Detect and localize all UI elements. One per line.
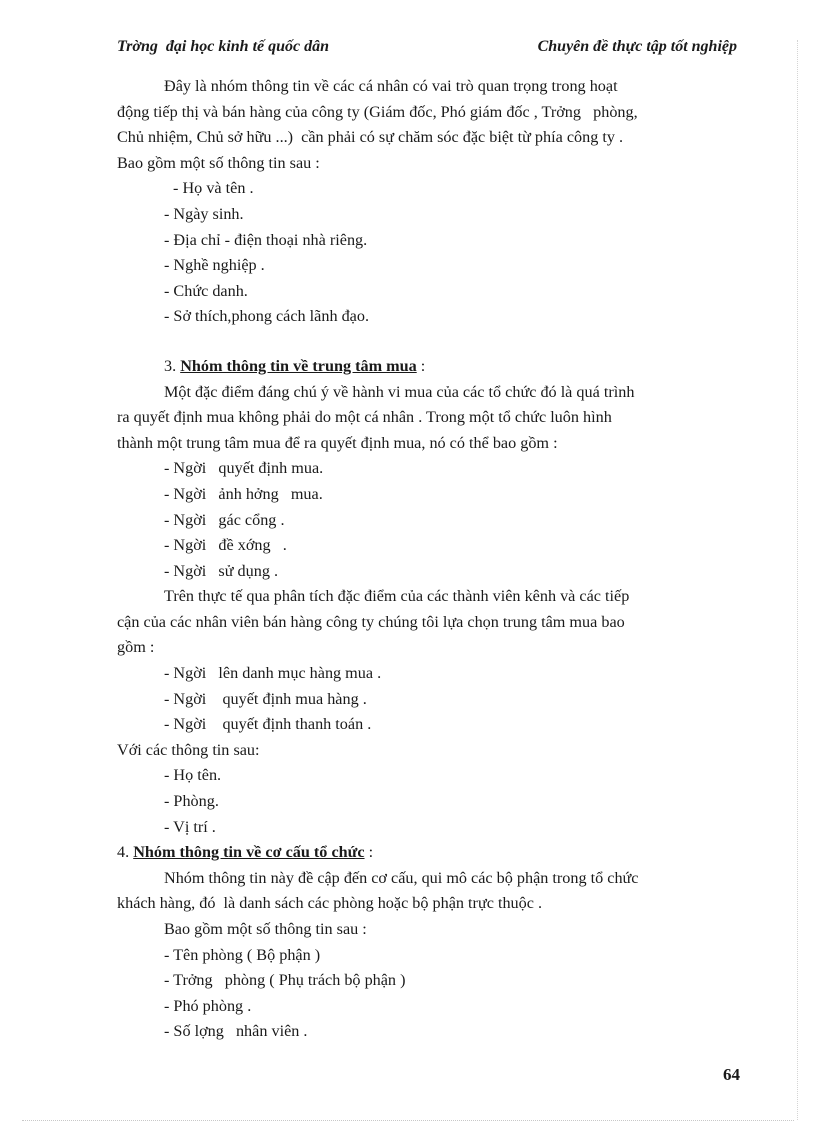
right-margin-rule xyxy=(797,40,798,1120)
paragraph-line: Với các thông tin sau: xyxy=(117,740,260,759)
list-item: - Họ tên. xyxy=(164,766,222,785)
list-item: - Tên phòng ( Bộ phận ) xyxy=(164,945,321,964)
paragraph-line: ra quyết định mua không phải do một cá nhân . Trong một tổ chức luôn hình xyxy=(117,408,612,427)
list-item: - Sở thích,phong cách lãnh đạo. xyxy=(164,307,370,326)
list-item: - Trởng phòng ( Phụ trách bộ phận ) xyxy=(164,971,406,990)
list-item: - Ngời ảnh hởng mua. xyxy=(164,484,323,503)
section-suffix: : xyxy=(416,356,426,375)
list-item: - Vị trí . xyxy=(164,817,216,836)
page-number: 64 xyxy=(723,1065,740,1084)
paragraph-line: Bao gồm một số thông tin sau : xyxy=(117,153,320,172)
paragraph-line: Một đặc điểm đáng chú ý về hành vi mua của các tổ chức đó là quá trình xyxy=(164,382,635,401)
paragraph-line: Đây là nhóm thông tin về các cá nhân có vai trò quan trọng trong hoạt xyxy=(164,77,618,95)
section-heading-3 xyxy=(117,354,739,380)
list-item: - Ngày sinh. xyxy=(164,204,244,223)
list-item: - Ngời quyết định mua. xyxy=(164,459,324,478)
list-item: - Số lợng nhân viên . xyxy=(164,1022,308,1041)
list-item: - Ngời lên danh mục hàng mua . xyxy=(164,664,382,683)
spacer xyxy=(117,330,739,354)
section-heading-4 xyxy=(117,840,739,866)
list-item: - Phòng. xyxy=(164,792,219,811)
section-number: 3. xyxy=(164,356,181,375)
list-item: - Nghề nghiệp . xyxy=(164,256,265,275)
paragraph-line: gồm : xyxy=(117,638,155,657)
paragraph-line: thành một trung tâm mua để ra quyết định mua, nó có thể bao gồm : xyxy=(117,433,558,452)
list-item: - Ngời quyết định thanh toán . xyxy=(164,715,372,734)
page-body xyxy=(117,74,739,1045)
section-title: Nhóm thông tin về cơ cấu tổ chức xyxy=(133,843,365,862)
list-item: - Địa chỉ - điện thoại nhà riêng. xyxy=(164,230,368,249)
section-title: Nhóm thông tin về trung tâm mua xyxy=(180,356,417,375)
paragraph-line: khách hàng, đó là danh sách các phòng hoặc bộ phận trực thuộc . xyxy=(117,894,543,913)
section-number: 4. xyxy=(117,843,134,862)
list-item: - Ngời quyết định mua hàng . xyxy=(164,689,367,708)
paragraph-line: cận của các nhân viên bán hàng công ty chúng tôi lựa chọn trung tâm mua bao xyxy=(117,612,625,631)
list-item: - Họ và tên . xyxy=(169,179,254,198)
list-item: - Phó phòng . xyxy=(164,996,252,1015)
list-item: - Ngời đề xớng . xyxy=(164,536,287,555)
section-suffix: : xyxy=(364,843,374,862)
paragraph-line: Bao gồm một số thông tin sau : xyxy=(164,920,367,938)
paragraph-line: Trên thực tế qua phân tích đặc điểm của các thành viên kênh và các tiếp xyxy=(164,587,630,606)
paragraph-line: động tiếp thị và bán hàng của công ty (Giám đốc, Phó giám đốc , Trởng phòng, xyxy=(117,102,638,121)
list-item: - Chức danh. xyxy=(164,281,248,300)
paragraph-line: Chủ nhiệm, Chủ sở hữu ...) cần phải có sự chăm sóc đặc biệt từ phía công ty . xyxy=(117,128,624,147)
page-header xyxy=(117,38,737,60)
list-item: - Ngời sử dụng . xyxy=(164,561,279,580)
header-university: Trờng đại học kinh tế quốc dân xyxy=(117,38,330,55)
paragraph-line: Nhóm thông tin này đề cập đến cơ cấu, qui mô các bộ phận trong tổ chức xyxy=(164,868,639,887)
header-report-title: Chuyên đề thực tập tốt nghiệp xyxy=(537,38,737,55)
footer-rule xyxy=(22,1120,794,1121)
list-item: - Ngời gác cổng . xyxy=(164,510,285,529)
